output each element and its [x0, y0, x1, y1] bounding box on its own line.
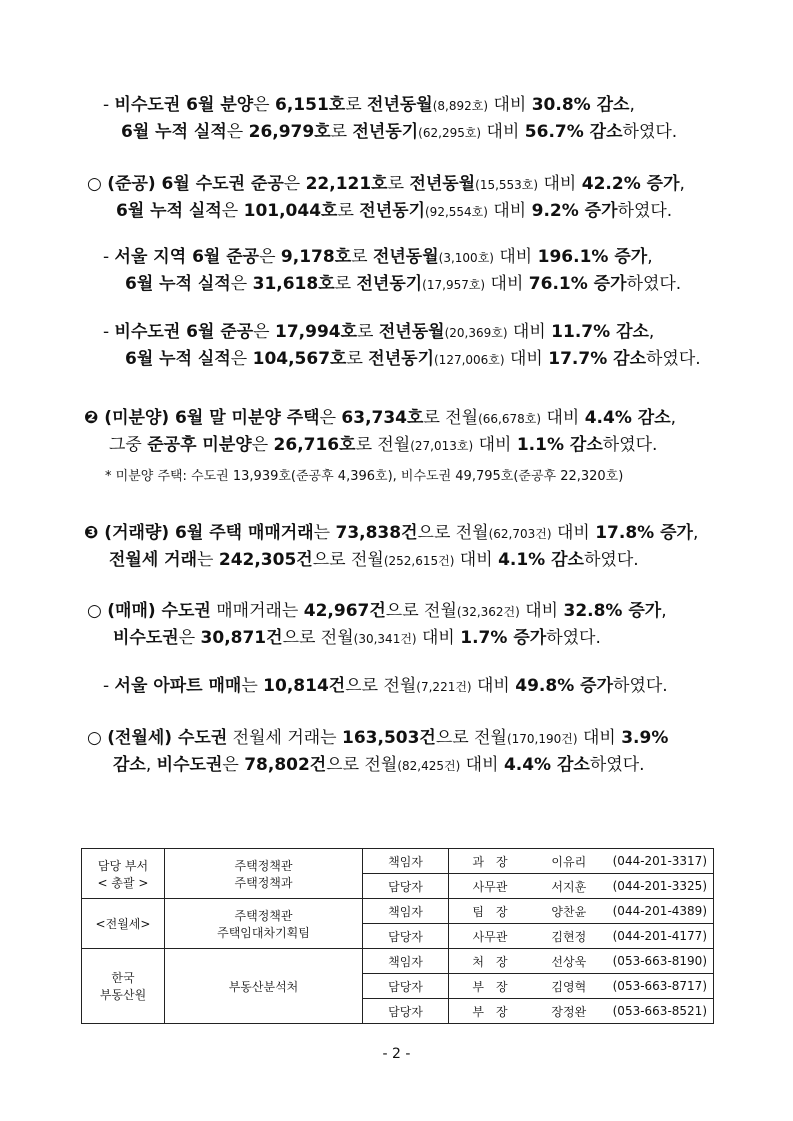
text-run: (127,006호) [434, 353, 505, 367]
text-run: 전년동기 [368, 349, 434, 369]
text-run: 로 [345, 95, 368, 115]
text-run: 로 [357, 322, 379, 342]
text-run: - [103, 95, 115, 115]
text-run: 은 [253, 95, 275, 115]
text-run: 3.9% [621, 728, 669, 748]
text-run: , [648, 322, 655, 342]
text-run: ○ [87, 728, 108, 748]
para-1-line-1 [116, 199, 672, 224]
text-run: (7,221건) [416, 680, 472, 694]
text-run: 은 [283, 174, 306, 194]
text-run: (32,362건) [456, 605, 520, 619]
text-run: 하였다. [617, 201, 673, 221]
text-run: 전월세 거래 [109, 550, 198, 570]
text-run: - [103, 676, 115, 696]
text-run: 로 [387, 174, 410, 194]
text-run: 73,838건 [335, 523, 418, 543]
text-run: 은 [226, 122, 249, 142]
text-run: 대비 [485, 274, 529, 294]
role-cell: 담당자 [363, 999, 449, 1024]
org-line: 부동산분석처 [228, 979, 299, 994]
text-run: 전년동기 [352, 122, 419, 142]
role-cell: 담당자 [363, 924, 449, 949]
text-run: 26,716호 [273, 435, 356, 455]
para-9-line-0 [87, 726, 668, 751]
person-title: 부 장 [472, 1004, 508, 1019]
text-run: 준공후 미분양 [147, 435, 252, 455]
text-run: 32.8% 증가 [563, 601, 662, 621]
text-run: 대비 [471, 676, 516, 696]
text-run: 242,305건 [218, 550, 313, 570]
text-run: 비수도권 [156, 755, 223, 775]
text-run: ○ [87, 601, 108, 621]
text-run: 30,871건 [200, 628, 283, 648]
text-run: , [692, 523, 699, 543]
person-name: 장정완 [551, 1004, 587, 1019]
person-name: 이유리 [551, 854, 587, 869]
text-run: 하였다. [646, 349, 701, 369]
text-run: 으로 전월 [326, 755, 398, 775]
text-run: (매매) 수도권 [107, 601, 211, 621]
person-cell [449, 874, 714, 899]
person-title: 부 장 [472, 979, 508, 994]
person-title: 사무관 [472, 879, 508, 894]
text-run: 으로 전월 [385, 601, 457, 621]
text-run: 전년동월 [372, 247, 439, 267]
text-run: , [670, 408, 677, 428]
text-run: 대비 [577, 728, 622, 748]
org-cell [165, 849, 363, 899]
para-7-line-0 [87, 599, 667, 624]
text-run: (17,957호) [422, 278, 486, 292]
para-0-line-1 [121, 120, 677, 145]
para-9-line-1 [113, 753, 645, 778]
para-4-line-1 [109, 433, 657, 458]
text-run: 으로 전월 [312, 550, 384, 570]
text-run: 26,979호 [248, 122, 331, 142]
para-3-line-0 [103, 320, 654, 345]
text-run: 전년동기 [356, 274, 423, 294]
text-run: 4.1% 감소 [498, 550, 584, 570]
person-phone: (044-201-3325) [612, 879, 707, 893]
text-run: 42,967건 [303, 601, 386, 621]
para-2-line-0 [103, 245, 653, 270]
text-run: 은 [221, 201, 244, 221]
person-title: 사무관 [472, 929, 508, 944]
text-run: 대비 [507, 322, 552, 342]
person-phone: (053-663-8717) [612, 979, 707, 993]
person-cell [449, 899, 714, 924]
text-run: 로 [346, 349, 369, 369]
text-run: (30,341건) [353, 632, 417, 646]
person-name: 선상욱 [551, 954, 587, 969]
org-line: 주택임대차기획팀 [217, 925, 310, 940]
footnote-unsold [105, 463, 623, 489]
text-run: 4.4% 감소 [503, 755, 590, 775]
text-run: 로 [351, 247, 373, 267]
role-cell: 책임자 [363, 899, 449, 924]
text-run: 로 전월 [355, 435, 411, 455]
text-run: 전년동월 [367, 95, 433, 115]
dept-line: 부동산원 [99, 988, 147, 1002]
para-7-line-1 [113, 626, 601, 651]
text-run: 하였다. [613, 676, 668, 696]
text-run: 6월 누적 실적 [125, 274, 231, 294]
text-run: 11.7% 감소 [551, 322, 649, 342]
text-run: 으로 전월 [282, 628, 354, 648]
text-run: (62,295호) [418, 126, 482, 140]
dept-cell [82, 899, 165, 949]
text-run: 으로 전월 [345, 676, 417, 696]
person-phone: (044-201-3317) [612, 854, 707, 868]
para-0-line-0 [103, 93, 635, 118]
text-run: 하였다. [589, 755, 645, 775]
text-run: 56.7% 감소 [524, 122, 623, 142]
text-run: (전월세) 수도권 [107, 728, 228, 748]
text-run: 전월세 거래는 [227, 728, 342, 748]
text-run: 으로 전월 [417, 523, 489, 543]
text-run: (27,013호) [410, 439, 474, 453]
person-title: 처 장 [472, 954, 508, 969]
text-run: 101,044호 [243, 201, 338, 221]
text-run: 4.4% 감소 [584, 408, 671, 428]
text-run: 은 [253, 322, 275, 342]
text-run: 63,734호 [341, 408, 424, 428]
person-phone: (044-201-4389) [612, 904, 707, 918]
text-run: 대비 [493, 247, 538, 267]
text-run: 49.8% 증가 [515, 676, 614, 696]
text-run: 대비 [487, 201, 532, 221]
text-run: ❷ (미분양) 6월 말 미분양 주택 [84, 408, 320, 428]
text-run: 비수도권 6월 분양 [114, 95, 254, 115]
contacts-table [81, 848, 714, 1024]
dept-line: <전월세> [95, 917, 151, 931]
page-number: - 2 - [382, 1046, 411, 1062]
text-run: 은 [222, 755, 245, 775]
text-run: 으로 전월 [435, 728, 507, 748]
text-run: (92,554호) [425, 205, 488, 219]
person-cell [449, 924, 714, 949]
para-3-line-1 [125, 347, 701, 372]
role-cell: 책임자 [363, 949, 449, 974]
text-run: 전년동월 [378, 322, 445, 342]
text-run: 감소 [113, 755, 146, 775]
text-run: (20,369호) [444, 326, 508, 340]
text-run: (170,190건) [506, 732, 578, 746]
para-2-line-1 [125, 272, 681, 297]
text-run: 31,618호 [252, 274, 335, 294]
text-run: (252,615건) [383, 554, 455, 568]
text-run: 로 전월 [423, 408, 479, 428]
text-run: - [103, 322, 115, 342]
text-run: 로 [334, 274, 357, 294]
text-run: 6월 누적 실적 [125, 349, 231, 369]
text-run: 대비 [473, 435, 517, 455]
text-run: 10,814건 [263, 676, 346, 696]
text-run: 6월 누적 실적 [116, 201, 222, 221]
text-run: 하였다. [626, 274, 682, 294]
text-run: 대비 [488, 95, 532, 115]
role-cell: 책임자 [363, 849, 449, 874]
text-run: 대비 [551, 523, 596, 543]
table-row [82, 949, 714, 974]
text-run: 는 [197, 550, 219, 570]
text-run: ❸ (거래량) 6월 주택 매매거래 [84, 523, 314, 543]
text-run: 163,503건 [342, 728, 436, 748]
role-cell: 담당자 [363, 874, 449, 899]
text-run: 1.1% 감소 [516, 435, 603, 455]
text-run: 은 [319, 408, 342, 428]
text-run: 비수도권 [113, 628, 179, 648]
text-run: * 미분양 주택: 수도권 13,939호(준공후 4,396호), 비수도권 49,795호(준공후 22,320호) [105, 469, 624, 484]
text-run: - [103, 247, 115, 267]
text-run: 78,802건 [244, 755, 327, 775]
org-line: 주택정책관 [234, 858, 293, 873]
text-run: (62,703건) [488, 527, 552, 541]
dept-line: < 총괄 > [97, 875, 149, 890]
text-run: 대비 [541, 408, 585, 428]
text-run: 17.7% 감소 [548, 349, 646, 369]
text-run: (15,553호) [475, 178, 539, 192]
para-4-line-0 [84, 406, 676, 431]
person-phone: (053-663-8521) [612, 1004, 707, 1018]
text-run: 전년동기 [359, 201, 425, 221]
text-run: 42.2% 증가 [581, 174, 680, 194]
para-6-line-0 [84, 521, 698, 546]
person-title: 과 장 [472, 854, 508, 869]
person-cell [449, 849, 714, 874]
person-name: 김현정 [551, 929, 587, 944]
org-line: 주택정책관 [234, 908, 293, 923]
dept-cell [82, 849, 165, 899]
para-8-line-0 [103, 674, 668, 699]
text-run: 대비 [454, 550, 499, 570]
text-run: 비수도권 6월 준공 [114, 322, 254, 342]
text-run: 는 [241, 676, 264, 696]
text-run: 17.8% 증가 [595, 523, 693, 543]
text-run: 대비 [519, 601, 564, 621]
dept-line: 담당 부서 [97, 858, 149, 873]
text-run: ○ [87, 174, 108, 194]
text-run: 서울 아파트 매매 [114, 676, 242, 696]
org-line: 주택정책과 [234, 875, 293, 890]
person-name: 서지훈 [551, 879, 587, 894]
text-run: 17,994호 [275, 322, 358, 342]
text-run: 로 [337, 201, 360, 221]
text-run: (66,678호) [478, 412, 542, 426]
text-run: 은 [230, 274, 253, 294]
person-cell [449, 949, 714, 974]
text-run: 은 [230, 349, 253, 369]
text-run: 104,567호 [252, 349, 347, 369]
text-run: 서울 지역 6월 준공 [114, 247, 260, 267]
text-run: 196.1% 증가 [537, 247, 648, 267]
text-run: 하였다. [583, 550, 639, 570]
para-6-line-1 [109, 548, 639, 573]
text-run: (8,892호) [432, 99, 489, 113]
org-cell [165, 949, 363, 1024]
person-phone: (044-201-4177) [612, 929, 707, 943]
text-run: 는 [313, 523, 336, 543]
text-run: , [629, 95, 635, 115]
text-run: 대비 [504, 349, 549, 369]
person-cell [449, 999, 714, 1024]
text-run: 30.8% 감소 [531, 95, 630, 115]
person-name: 김영혁 [551, 979, 587, 994]
table-row [82, 849, 714, 874]
text-run: 76.1% 증가 [528, 274, 627, 294]
text-run: 대비 [416, 628, 461, 648]
text-run: 하였다. [622, 122, 678, 142]
text-run: , [647, 247, 653, 267]
text-run: 1.7% 증가 [460, 628, 547, 648]
role-cell: 담당자 [363, 974, 449, 999]
text-run: (3,100호) [438, 251, 494, 265]
text-run: 22,121호 [305, 174, 388, 194]
text-run: 그중 [109, 435, 148, 455]
org-cell [165, 899, 363, 949]
text-run: 전년동월 [409, 174, 476, 194]
person-name: 양찬윤 [551, 904, 587, 919]
para-1-line-0 [87, 172, 685, 197]
person-cell [449, 974, 714, 999]
text-run: 매매거래는 [210, 601, 304, 621]
text-run: 9,178호 [280, 247, 352, 267]
text-run: 6,151호 [275, 95, 346, 115]
text-run: 은 [178, 628, 201, 648]
dept-cell [82, 949, 165, 1024]
text-run: , [679, 174, 685, 194]
text-run: 9.2% 증가 [531, 201, 618, 221]
text-run: 은 [259, 247, 281, 267]
person-phone: (053-663-8190) [612, 954, 707, 968]
text-run: 대비 [538, 174, 582, 194]
text-run: 6월 누적 실적 [121, 122, 227, 142]
text-run: 로 [330, 122, 353, 142]
dept-line: 한국 [111, 971, 135, 985]
table-row [82, 899, 714, 924]
text-run: (준공) 6월 수도권 준공 [107, 174, 284, 194]
text-run: 대비 [460, 755, 504, 775]
text-run: (82,425건) [397, 759, 461, 773]
text-run: , [145, 755, 157, 775]
text-run: 은 [251, 435, 274, 455]
person-title: 팀 장 [472, 904, 508, 919]
text-run: , [661, 601, 667, 621]
text-run: 대비 [481, 122, 525, 142]
text-run: 하였다. [546, 628, 601, 648]
text-run: 하였다. [602, 435, 658, 455]
